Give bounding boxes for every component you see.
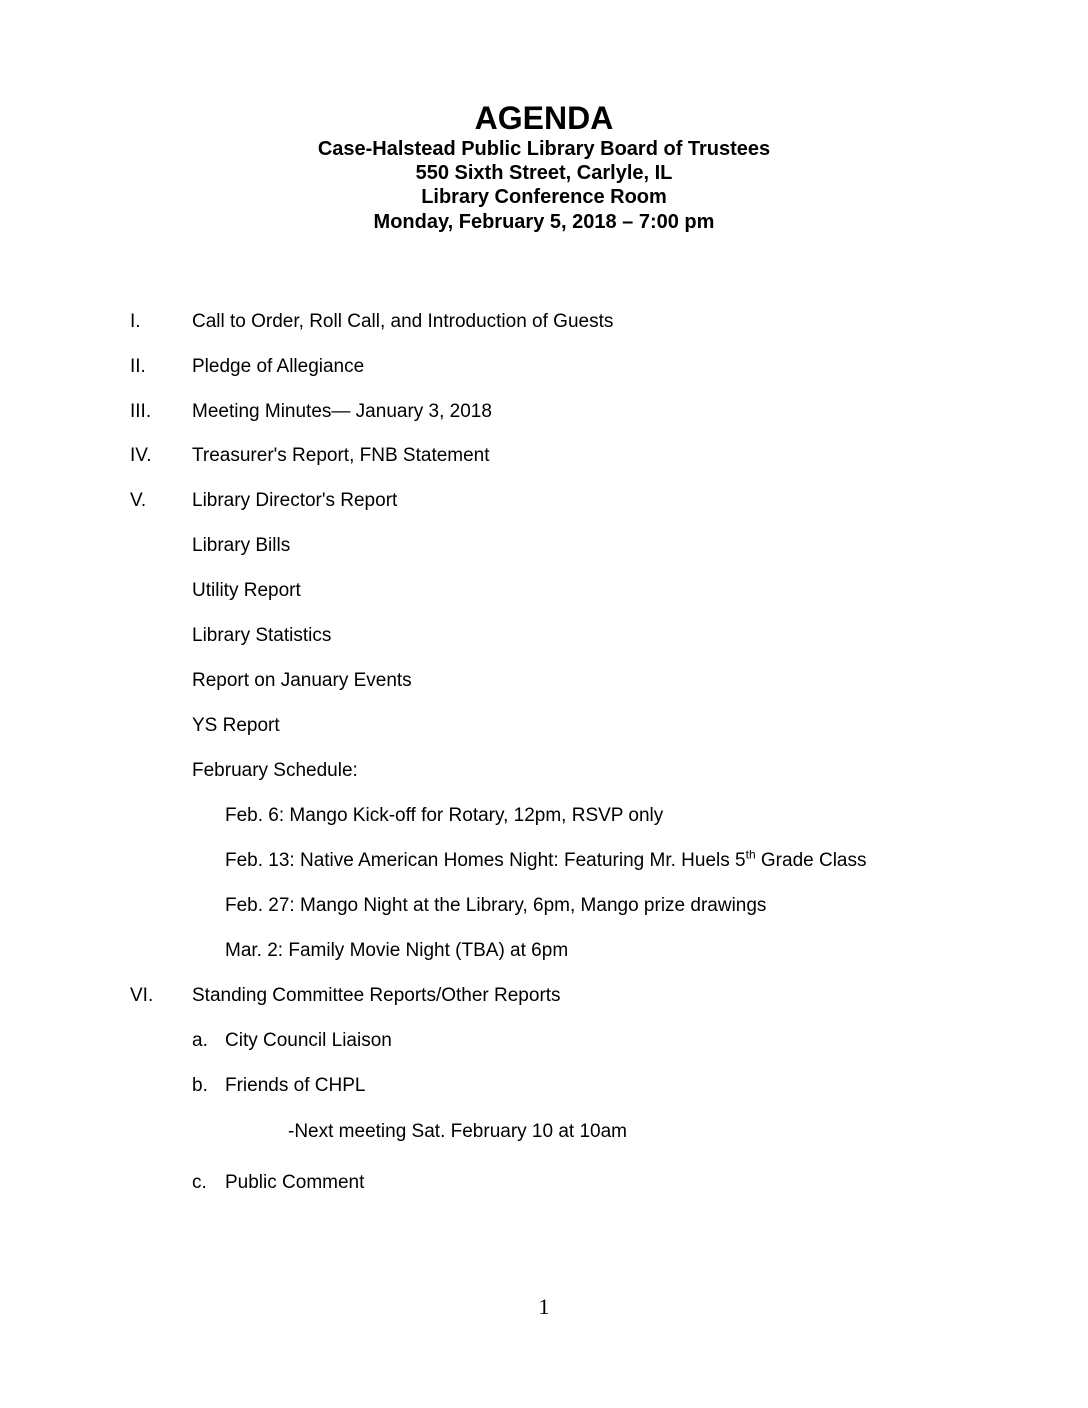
agenda-item-text: Standing Committee Reports/Other Reports bbox=[192, 985, 561, 1006]
meeting-datetime: Monday, February 5, 2018 – 7:00 pm bbox=[373, 211, 715, 233]
organization-name: Case-Halstead Public Library Board of Trustees bbox=[317, 138, 771, 160]
committee-item-text: Public Comment bbox=[225, 1172, 365, 1193]
director-subitem: Utility Report bbox=[192, 580, 301, 601]
committee-item-letter: a. bbox=[192, 1030, 208, 1051]
agenda-item-text: Call to Order, Roll Call, and Introduction of Guests bbox=[192, 311, 614, 332]
schedule-entry: Feb. 27: Mango Night at the Library, 6pm, Mango prize drawings bbox=[225, 895, 767, 916]
committee-item-letter: b. bbox=[192, 1075, 208, 1096]
page-number: 1 bbox=[538, 1294, 550, 1319]
committee-item-letter: c. bbox=[192, 1172, 207, 1193]
agenda-item-text: Library Director's Report bbox=[192, 490, 398, 511]
friends-meeting-note: -Next meeting Sat. February 10 at 10am bbox=[288, 1121, 627, 1142]
schedule-entry: Feb. 6: Mango Kick-off for Rotary, 12pm, RSVP only bbox=[225, 805, 664, 826]
agenda-item-number: IV. bbox=[130, 445, 152, 466]
agenda-item-number: VI. bbox=[130, 985, 154, 1006]
schedule-entry-text: Grade Class bbox=[755, 850, 867, 871]
agenda-item-text: Pledge of Allegiance bbox=[192, 356, 365, 377]
agenda-item-text: Treasurer's Report, FNB Statement bbox=[192, 445, 490, 466]
director-subitem: YS Report bbox=[192, 715, 280, 736]
schedule-entry: Mar. 2: Family Movie Night (TBA) at 6pm bbox=[225, 940, 569, 961]
director-subitem: Library Bills bbox=[192, 535, 291, 556]
agenda-item-number: V. bbox=[130, 490, 147, 511]
agenda-item-number: III. bbox=[130, 401, 152, 422]
director-subitem: February Schedule: bbox=[192, 760, 358, 781]
director-subitem: Library Statistics bbox=[192, 625, 332, 646]
address: 550 Sixth Street, Carlyle, IL bbox=[415, 162, 673, 184]
meeting-room: Library Conference Room bbox=[421, 186, 667, 208]
agenda-item-text: Meeting Minutes— January 3, 2018 bbox=[192, 401, 492, 422]
agenda-item-number: I. bbox=[130, 311, 141, 332]
schedule-entry-text: Feb. 13: Native American Homes Night: Featuring Mr. Huels 5 bbox=[225, 850, 746, 871]
director-subitem: Report on January Events bbox=[192, 670, 412, 691]
committee-item-text: City Council Liaison bbox=[225, 1030, 392, 1051]
schedule-entry bbox=[225, 849, 867, 873]
committee-item-text: Friends of CHPL bbox=[225, 1075, 366, 1096]
page-title: AGENDA bbox=[474, 100, 614, 136]
agenda-item-number: II. bbox=[130, 356, 146, 377]
ordinal-suffix: th bbox=[745, 847, 756, 862]
